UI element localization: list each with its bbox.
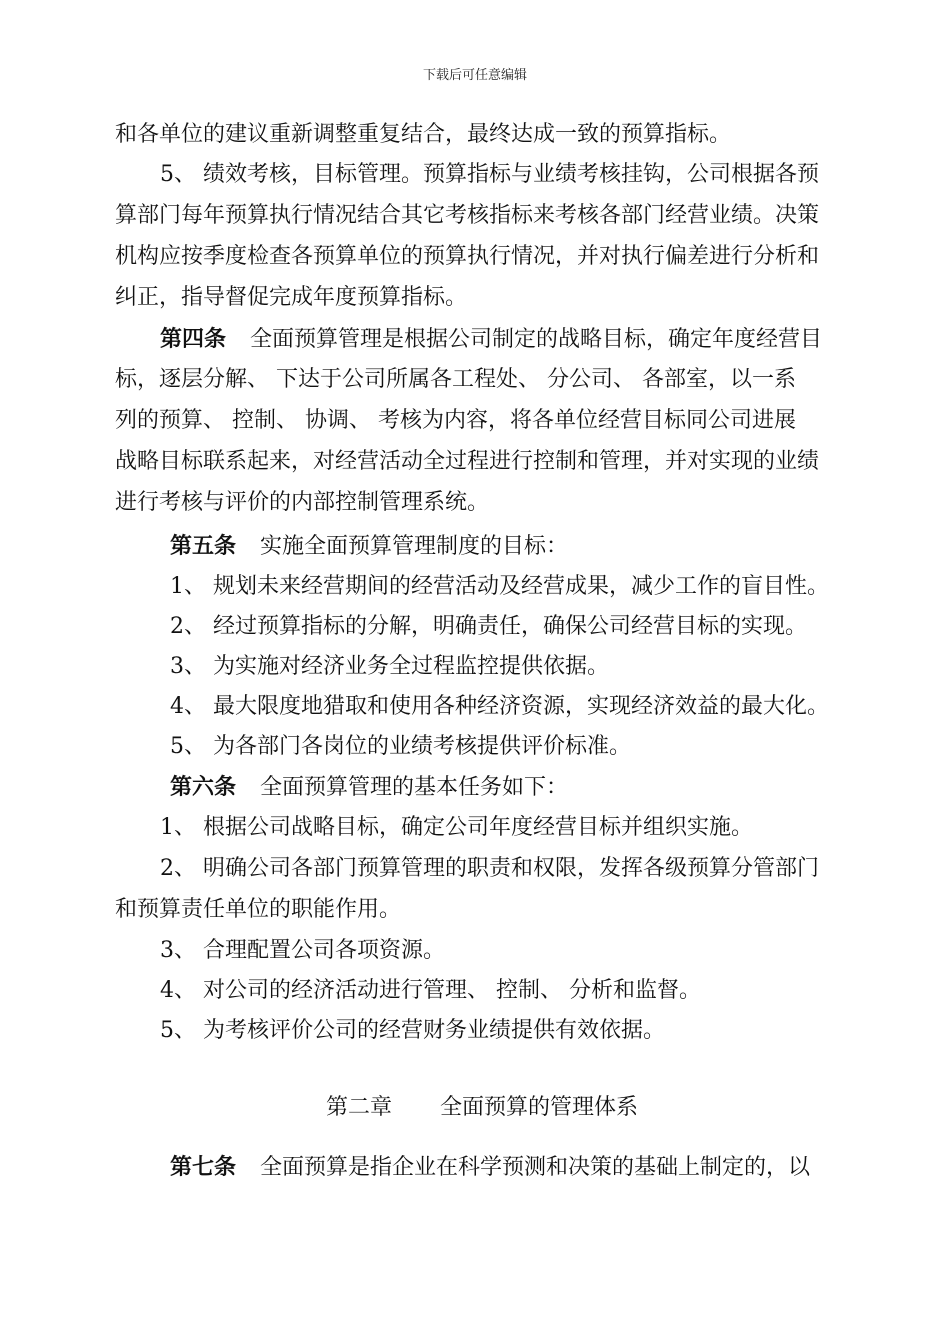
- paragraph-line: 进行考核与评价的内部控制管理系统。: [115, 490, 490, 515]
- article-label: 第四条: [160, 326, 227, 352]
- list-item: 5、 为考核评价公司的经营财务业绩提供有效依据。: [160, 1018, 665, 1043]
- article-label: 第五条: [170, 533, 237, 559]
- paragraph-line: 标，逐层分解、 下达于公司所属各工程处、 分公司、 各部室，以一系: [115, 367, 796, 392]
- article-label: 第六条: [170, 774, 237, 800]
- chapter-heading: [326, 1093, 638, 1123]
- paragraph-line: 纠正，指导督促完成年度预算指标。: [115, 285, 468, 310]
- list-item: 5、 为各部门各岗位的业绩考核提供评价标准。: [170, 734, 631, 759]
- page-header: 下载后可任意编辑: [422, 68, 527, 83]
- chapter-title: 全面预算的管理体系: [440, 1095, 639, 1120]
- paragraph-line: 机构应按季度检查各预算单位的预算执行情况，并对执行偏差进行分析和: [115, 244, 820, 269]
- article-text: 全面预算管理的基本任务如下：: [260, 775, 569, 800]
- paragraph-line: 和预算责任单位的职能作用。: [115, 897, 402, 922]
- chapter-number: 第二章: [326, 1095, 393, 1120]
- list-item: 4、 对公司的经济活动进行管理、 控制、 分析和监督。: [160, 978, 701, 1003]
- article-text: 全面预算是指企业在科学预测和决策的基础上制定的，以: [260, 1155, 811, 1180]
- article-4-line: [160, 324, 822, 355]
- article-7-line: [170, 1152, 810, 1183]
- list-item: 2、 明确公司各部门预算管理的职责和权限，发挥各级预算分管部门: [160, 856, 819, 881]
- list-item: 1、 规划未来经营期间的经营活动及经营成果，减少工作的盲目性。: [170, 574, 829, 599]
- paragraph-line: 算部门每年预算执行情况结合其它考核指标来考核各部门经营业绩。决策: [115, 203, 820, 228]
- article-5-line: [170, 531, 568, 562]
- list-item: 3、 为实施对经济业务全过程监控提供依据。: [170, 654, 609, 679]
- article-text: 全面预算管理是根据公司制定的战略目标，确定年度经营目: [250, 327, 823, 352]
- article-text: 实施全面预算管理制度的目标：: [260, 534, 569, 559]
- list-item: 3、 合理配置公司各项资源。: [160, 938, 445, 963]
- article-6-line: [170, 772, 568, 803]
- list-item: 4、 最大限度地猎取和使用各种经济资源，实现经济效益的最大化。: [170, 694, 829, 719]
- paragraph-line: 战略目标联系起来，对经营活动全过程进行控制和管理，并对实现的业绩: [115, 449, 820, 474]
- article-label: 第七条: [170, 1154, 237, 1180]
- list-item: 2、 经过预算指标的分解，明确责任，确保公司经营目标的实现。: [170, 614, 807, 639]
- paragraph-line: 列的预算、 控制、 协调、 考核为内容，将各单位经营目标同公司进展: [115, 408, 796, 433]
- paragraph-line: 和各单位的建议重新调整重复结合，最终达成一致的预算指标。: [115, 122, 732, 147]
- list-item: 1、 根据公司战略目标，确定公司年度经营目标并组织实施。: [160, 815, 753, 840]
- list-item: 5、 绩效考核，目标管理。预算指标与业绩考核挂钩，公司根据各预: [160, 162, 819, 187]
